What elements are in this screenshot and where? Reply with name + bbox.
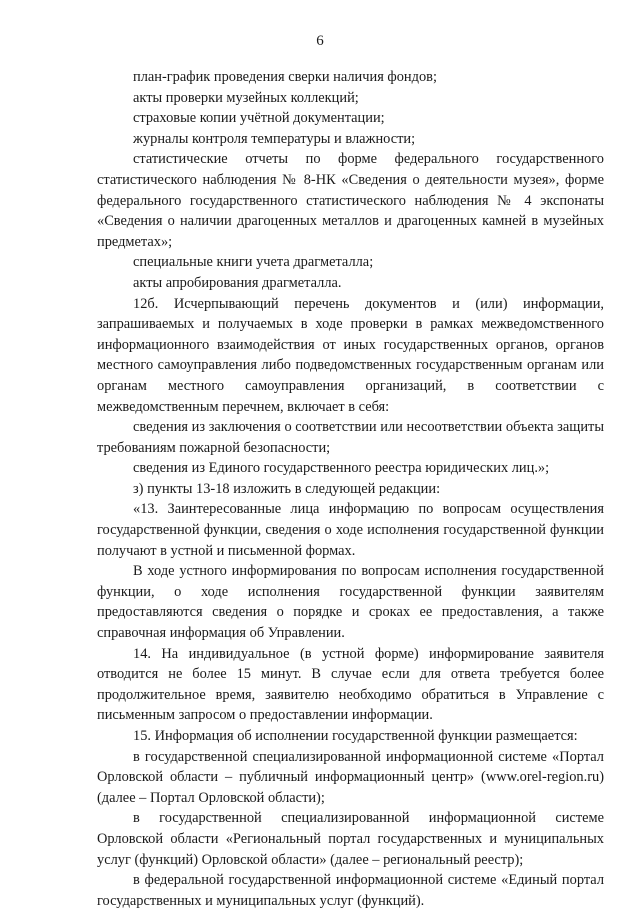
list-item-fire-safety: сведения из заключения о соответствии или несоответствии объекта защиты требованиям пожарной безопасности; [97, 419, 604, 456]
list-item-insurance-copies: страховые копии учётной документации; [133, 110, 385, 127]
list-item-regional-portal: в государственной специализированной информационной системе Орловской области «Региональный портал государственных и муниципальных услуг (функций) Орловской области» (далее – региональный реестр); [97, 810, 604, 868]
list-item-climate-logs: журналы контроля температуры и влажности; [133, 130, 416, 147]
list-item-portal-orel: в государственной специализированной информационной системе «Портал Орловской области – публичный информационный центр» (www.orel-region.ru) (далее – Портал Орловской области); [97, 748, 604, 806]
paragraph-13: «13. Заинтересованные лица информацию по вопросам осуществления государственной функции, сведения о ходе исполнения государственной функции получают в устной и письменной формах. [97, 501, 604, 559]
list-item-federal-portal: в федеральной государственной информационной системе «Единый портал государственных и муниципальных услуг (функций). [97, 872, 604, 909]
list-item-egrul: сведения из Единого государственного реестра юридических лиц.»; [133, 460, 550, 477]
paragraph-15: 15. Информация об исполнении государственной функции размещается: [133, 728, 578, 744]
list-item-assay-acts: акты апробирования драгметалла. [133, 274, 342, 291]
paragraph-12b: 12б. Исчерпывающий перечень документов и (или) информации, запрашиваемых и получаемых в ходе проверки в рамках межведомственного информационного взаимодействия от иных государственных органов, органов местного самоуправления либо подведомственных государственным органам или органам местного самоуправления организаций, в соответствии с межведомственным перечнем, включает в себя: [97, 295, 604, 415]
paragraph-13-oral-info: В ходе устного информирования по вопросам исполнения государственной функции, о ходе исполнения государственной функции заявителям предоставляются сведения о порядке и сроках ее предоставления, а также справочная информация об Управлении. [97, 563, 604, 642]
document-body [97, 67, 604, 911]
paragraph-14: 14. На индивидуальное (в устной форме) информирование заявителя отводится не более 15 минут. В случае если для ответа требуется более продолжительное время, заявителю необходимо обратиться в Управление с письменным запросом о предоставлении информации. [97, 645, 604, 724]
list-item-schedule: план-график проведения сверки наличия фондов; [133, 69, 437, 85]
list-item-precious-metal-books: специальные книги учета драгметалла; [133, 254, 374, 271]
page-number: 6 [316, 33, 324, 49]
list-item-inspection-acts: акты проверки музейных коллекций; [133, 89, 359, 106]
list-item-statistical-reports: статистические отчеты по форме федерального государственного статистического наблюдения № 8-НК «Сведения о деятельности музея», форме федерального государственного статистического наблюдения № 4 экспонаты «Сведения о наличии драгоценных металлов и драгоценных камней в музейных предметах»; [97, 151, 604, 250]
amendment-intro: з) пункты 13-18 изложить в следующей редакции: [133, 480, 441, 497]
